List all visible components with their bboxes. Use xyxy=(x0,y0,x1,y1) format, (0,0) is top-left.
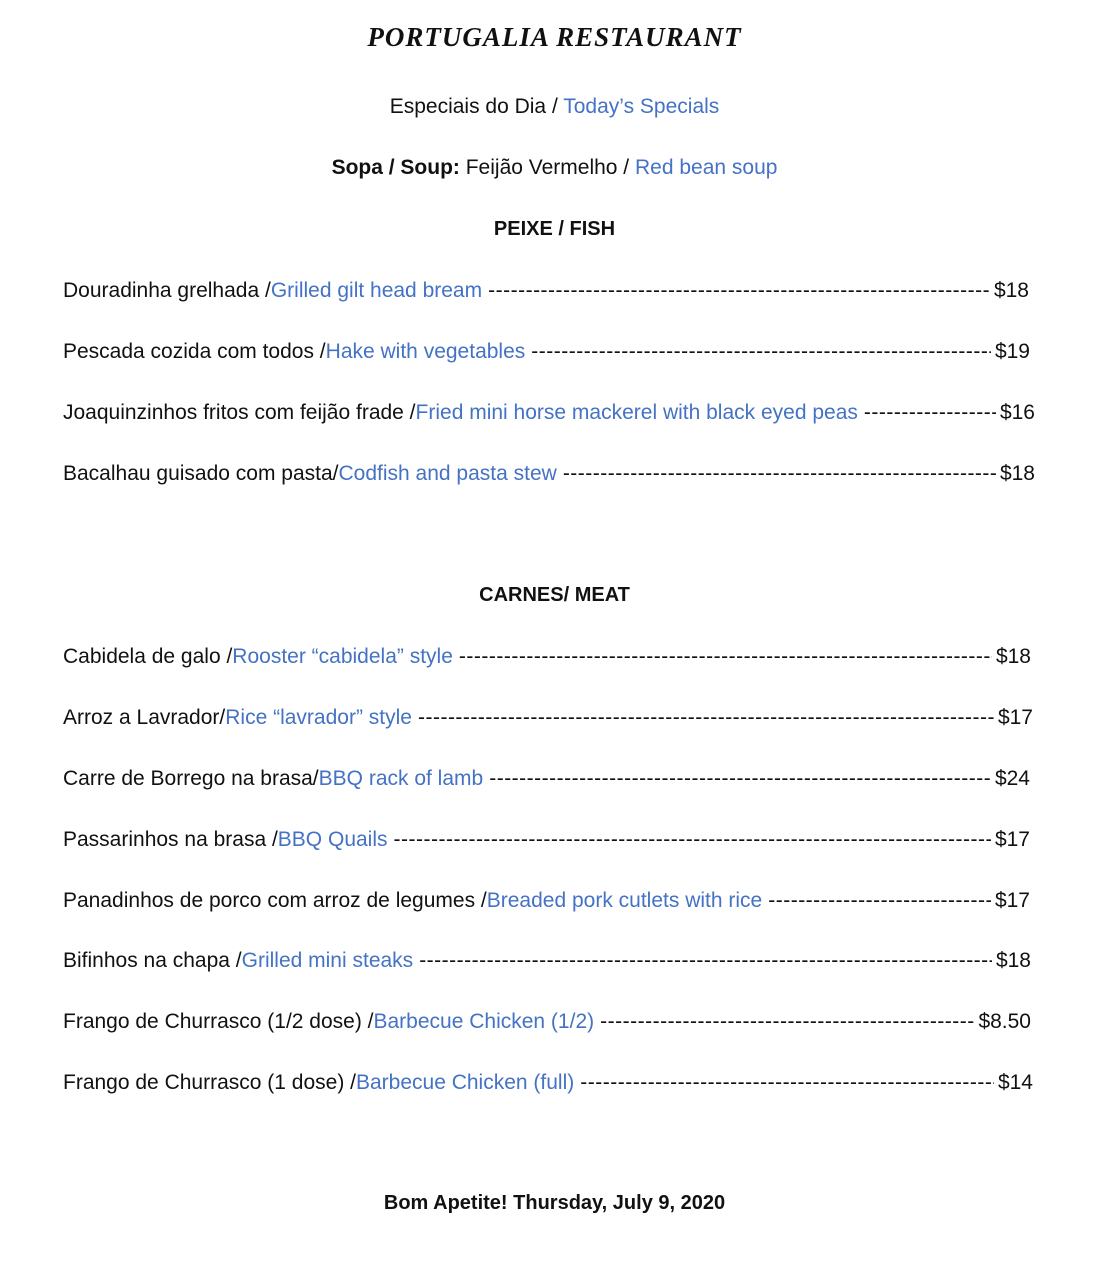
item-en: Hake with vegetables xyxy=(325,340,526,363)
item-en: Barbecue Chicken (full) xyxy=(355,1071,575,1094)
item-en: Grilled gilt head bream xyxy=(270,279,483,302)
item-price: $17 xyxy=(997,706,1033,729)
soup-en: Red bean soup xyxy=(634,156,778,179)
item-price: $17 xyxy=(994,889,1030,912)
item-price: $18 xyxy=(995,645,1031,668)
dash-leader xyxy=(580,1071,994,1095)
dash-leader xyxy=(418,706,994,730)
item-price: $24 xyxy=(994,767,1030,790)
item-pt: Bifinhos na chapa / xyxy=(63,949,242,972)
menu-item xyxy=(63,462,1035,486)
soup-line xyxy=(0,156,1109,180)
menu-item xyxy=(63,1010,1031,1034)
item-en: BBQ Quails xyxy=(277,828,388,851)
soup-pt: Feijão Vermelho / xyxy=(459,156,635,179)
menu-item xyxy=(63,889,1030,913)
item-pt: Joaquinzinhos fritos com feijão frade / xyxy=(63,401,416,424)
item-price: $18 xyxy=(999,462,1035,485)
item-en: Rice “lavrador” style xyxy=(225,706,412,729)
dash-leader xyxy=(600,1010,974,1034)
specials-pt: Especiais do Dia / xyxy=(389,95,564,118)
item-en: Grilled mini steaks xyxy=(241,949,414,972)
item-pt: Bacalhau guisado com pasta/ xyxy=(63,462,339,485)
item-pt: Frango de Churrasco (1/2 dose) / xyxy=(63,1010,374,1033)
menu-item xyxy=(63,401,1035,425)
dash-leader xyxy=(531,340,991,364)
meat-heading: CARNES/ MEAT xyxy=(479,584,630,606)
item-price: $17 xyxy=(994,828,1030,851)
soup-label: Sopa / Soup: xyxy=(331,156,460,179)
menu-item xyxy=(63,279,1029,303)
item-pt: Passarinhos na brasa / xyxy=(63,828,278,851)
restaurant-title: PORTUGALIA RESTAURANT xyxy=(367,22,742,52)
item-pt: Panadinhos de porco com arroz de legumes / xyxy=(63,889,487,912)
menu-item xyxy=(63,828,1030,852)
item-pt: Arroz a Lavrador/ xyxy=(63,706,226,729)
dash-leader xyxy=(489,767,991,791)
item-en: Breaded pork cutlets with rice xyxy=(486,889,763,912)
menu-item xyxy=(63,949,1031,973)
item-en: Fried mini horse mackerel with black eyed peas xyxy=(415,401,858,424)
item-pt: Frango de Churrasco (1 dose) / xyxy=(63,1071,356,1094)
item-price: $18 xyxy=(993,279,1029,302)
item-price: $18 xyxy=(995,949,1031,972)
dash-leader xyxy=(488,279,990,303)
menu-item xyxy=(63,1071,1033,1095)
menu-item xyxy=(63,767,1030,791)
item-pt: Carre de Borrego na brasa/ xyxy=(63,767,319,790)
item-pt: Pescada cozida com todos / xyxy=(63,340,326,363)
item-price: $8.50 xyxy=(978,1010,1031,1033)
dash-leader xyxy=(768,889,991,913)
dash-leader xyxy=(563,462,996,486)
menu-item xyxy=(63,340,1030,364)
dash-leader xyxy=(419,949,992,973)
item-en: Barbecue Chicken (1/2) xyxy=(373,1010,595,1033)
specials-line xyxy=(0,95,1109,119)
fish-heading: PEIXE / FISH xyxy=(493,218,616,240)
item-pt: Cabidela de galo / xyxy=(63,645,233,668)
item-en: BBQ rack of lamb xyxy=(318,767,484,790)
item-price: $16 xyxy=(999,401,1035,424)
dash-leader xyxy=(394,828,991,852)
menu-item xyxy=(63,706,1033,730)
specials-en: Today’s Specials xyxy=(563,95,720,118)
item-en: Rooster “cabidela” style xyxy=(232,645,453,668)
item-pt: Douradinha grelhada / xyxy=(63,279,271,302)
item-en: Codfish and pasta stew xyxy=(338,462,557,485)
footer-date: Bom Apetite! Thursday, July 9, 2020 xyxy=(383,1192,726,1214)
menu-item xyxy=(63,645,1031,669)
item-price: $19 xyxy=(994,340,1030,363)
dash-leader xyxy=(864,401,996,425)
item-price: $14 xyxy=(997,1071,1033,1094)
dash-leader xyxy=(459,645,992,669)
